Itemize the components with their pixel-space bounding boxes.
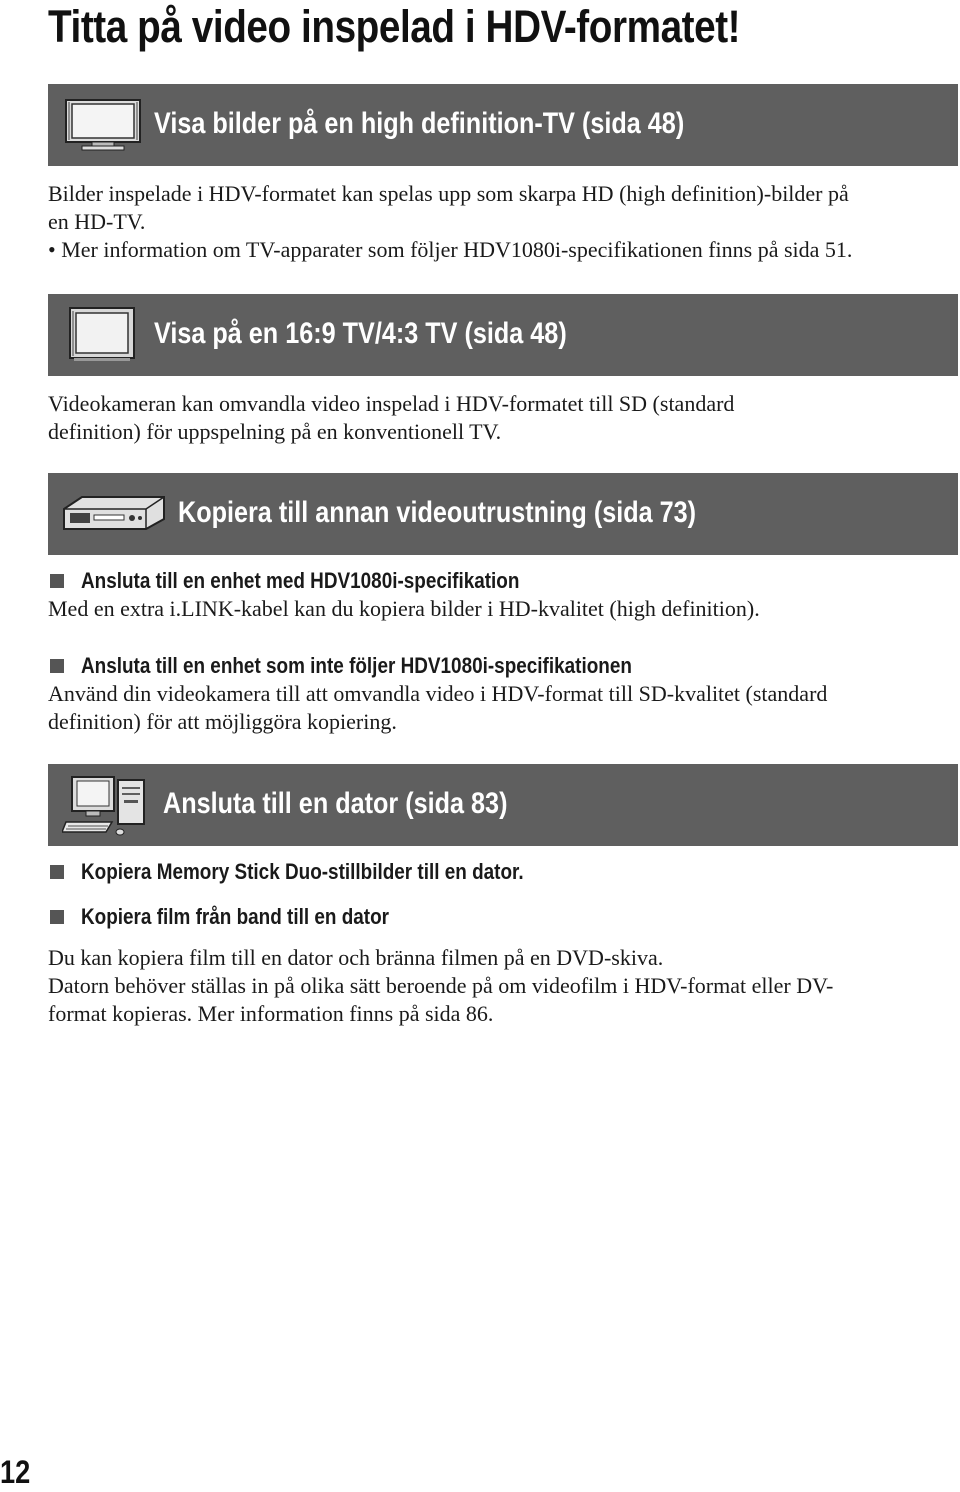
page-title: Titta på video inspelad i HDV-formatet! (48, 1, 741, 52)
paragraph: Bilder inspelade i HDV-formatet kan spelas upp som skarpa HD (high definition)-bilder på en HD-TV. (48, 181, 849, 234)
vcr-icon (62, 495, 166, 531)
hdtv-icon (64, 98, 142, 152)
section-body (48, 595, 928, 623)
square-bullet-icon (50, 865, 64, 879)
computer-icon (62, 774, 152, 838)
paragraph: Datorn behöver ställas in på olika sätt beroende på om videofilm i HDV-format eller DV-format kopieras. Mer information finns på sida 86. (48, 973, 834, 1026)
paragraph: Videokameran kan omvandla video inspelad i HDV-formatet till SD (standard definition) för uppspelning på en konventionell TV. (48, 391, 735, 444)
section-banner-tv (48, 294, 958, 376)
section-banner-computer (48, 764, 958, 846)
paragraph: Med en extra i.LINK-kabel kan du kopiera bilder i HD-kvalitet (high definition). (48, 596, 760, 621)
paragraph: Använd din videokamera till att omvandla video i HDV-format till SD-kvalitet (standard definition) för att möjliggöra kopiering. (48, 681, 828, 734)
section-body (48, 680, 928, 736)
section-banner-hdtv (48, 84, 958, 166)
subheading: Ansluta till en enhet som inte följer HDV1080i-specifikationen (50, 653, 722, 679)
section-body (48, 944, 928, 1028)
tv-icon (68, 306, 136, 362)
section-title: Visa på en 16:9 TV/4:3 TV (sida 48) (154, 317, 567, 350)
subheading: Ansluta till en enhet med HDV1080i-specifikation (50, 568, 591, 594)
section-banner-vcr (48, 473, 958, 555)
section-title: Visa bilder på en high definition-TV (sida 48) (154, 107, 685, 140)
section-title: Ansluta till en dator (sida 83) (163, 787, 508, 820)
page-number: 12 (0, 1454, 31, 1490)
square-bullet-icon (50, 659, 64, 673)
subheading: Kopiera Memory Stick Duo-stillbilder till en dator. (50, 859, 596, 885)
square-bullet-icon (50, 910, 64, 924)
subheading: Kopiera film från band till en dator (50, 904, 439, 930)
section-body (48, 390, 928, 446)
section-body (48, 180, 928, 264)
section-title: Kopiera till annan videoutrustning (sida 73) (178, 496, 697, 529)
paragraph: Du kan kopiera film till en dator och bränna filmen på en DVD-skiva. (48, 945, 664, 970)
square-bullet-icon (50, 574, 64, 588)
bullet-paragraph: • Mer information om TV-apparater som följer HDV1080i-specifikationen finns på sida 51. (48, 237, 853, 262)
